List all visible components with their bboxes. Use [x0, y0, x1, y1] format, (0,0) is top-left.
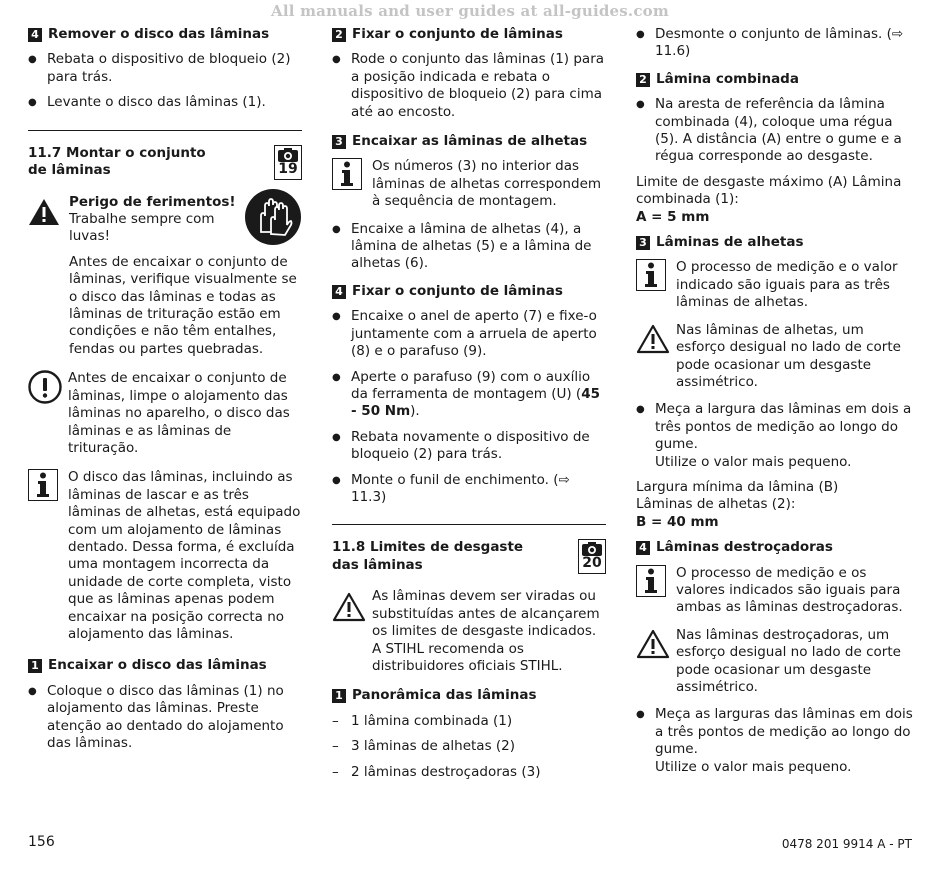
- exclamation-circle-icon: [28, 370, 62, 404]
- step-title: Fixar o conjunto de lâminas: [352, 282, 563, 299]
- danger-paragraph: Antes de encaixar o conjunto de lâminas, verifique visualmente se o disco das lâminas e todas as lâminas de trituração estão em condições e não têm entalhes, fendas ou partes quebradas.: [69, 253, 297, 357]
- step-title: Fixar o conjunto de lâminas: [352, 26, 563, 42]
- list-item: ● Desmonte o conjunto de lâminas. (⇨ 11.6): [636, 26, 916, 61]
- limit-value: A = 5 mm: [636, 208, 710, 225]
- list-item: [636, 401, 916, 471]
- step-heading: [332, 26, 606, 43]
- section-header: [28, 145, 302, 180]
- bullet-list: [332, 51, 606, 121]
- list-item: [332, 369, 606, 421]
- warning-text: As lâminas devem ser viradas ou substituídas antes de alcançarem os limites de desgaste indicados. A STIHL recomenda os distribuidores oficiais STIHL.: [372, 588, 600, 674]
- info-icon: [28, 469, 58, 501]
- warning-note: [636, 627, 916, 697]
- warning-text: Nas lâminas destroçadoras, um esforço desigual no lado de corte pode ocasionar um desgaste assimétrico.: [676, 626, 901, 695]
- list-item: ● Encaixe o anel de aperto (7) e fixe-o juntamente com a arruela de aperto (8) e o parafuso (9).: [332, 308, 606, 360]
- min-width-value: B = 40 mm: [636, 513, 719, 530]
- list-item: – 1 lâmina combinada (1): [332, 713, 606, 730]
- list-item-text: Aperte o parafuso (9) com o auxílio da ferramenta de montagem (U) (: [351, 368, 591, 402]
- column-1: [28, 26, 302, 760]
- warning-triangle-icon: [332, 592, 366, 622]
- list-item: ● Coloque o disco das lâminas (1) no alojamento das lâminas. Preste atenção ao dentado do alojamento das lâminas.: [28, 683, 302, 753]
- step-number: 3: [636, 236, 650, 250]
- document-code: 0478 201 9914 A - PT: [781, 837, 912, 851]
- info-icon: [636, 565, 666, 597]
- step-number: 1: [28, 659, 42, 673]
- info-note: [636, 259, 916, 311]
- wear-gloves-icon: [244, 188, 302, 246]
- step-number: 4: [636, 541, 650, 555]
- watermark: All manuals and user guides at all-guides.com: [271, 2, 669, 20]
- step-number: 4: [332, 285, 346, 299]
- section-title: 11.8 Limites de desgaste das lâminas: [332, 539, 524, 573]
- info-text: Os números (3) no interior das lâminas de alhetas correspondem à sequência de montagem.: [372, 158, 602, 210]
- step-title: Encaixar o disco das lâminas: [48, 657, 267, 674]
- step-heading: [28, 657, 302, 674]
- figure-number: 20: [582, 555, 602, 572]
- info-icon: [636, 259, 666, 291]
- caution-text: Antes de encaixar o conjunto de lâminas, limpe o alojamento das lâminas no aparelho, o disco das lâminas e as lâminas de trituração.: [68, 370, 290, 456]
- min-width-text: Largura mínima da lâmina (B): [636, 478, 839, 495]
- bullet-list: [636, 401, 916, 471]
- page-number: 156: [28, 834, 55, 850]
- step-number: 4: [28, 28, 42, 42]
- figure-ref-box: [274, 145, 302, 180]
- step-heading: [636, 539, 916, 556]
- step-heading: [332, 133, 606, 150]
- dash-list: [332, 713, 606, 781]
- info-text: O processo de medição e os valores indicados são iguais para ambas as lâminas destroçadoras.: [676, 564, 903, 616]
- warning-triangle-icon: [636, 324, 670, 354]
- warning-note: [636, 322, 916, 392]
- bullet-list: [28, 683, 302, 753]
- step-title: Remover o disco das lâminas: [48, 26, 270, 42]
- danger-text: Trabalhe sempre com luvas!: [69, 211, 215, 245]
- list-item-text: ).: [410, 403, 420, 420]
- info-note: [332, 158, 606, 210]
- list-item: ● Rebata o dispositivo de bloqueio (2) para trás.: [28, 51, 302, 86]
- info-text: O disco das lâminas, incluindo as lâminas de lascar e as três lâminas de alhetas, está equipado com um alojamento de lâminas dentado. Dessa forma, é excluída uma montagem incorrecta da unidade de corte completa, visto que as lâminas apenas podem encaixar na posição correcta no alojamento das lâminas.: [68, 469, 301, 642]
- section-divider: [332, 524, 606, 525]
- danger-title: Perigo de ferimentos!: [69, 193, 236, 210]
- caution-note: [28, 370, 302, 457]
- min-width-text: Lâminas de alhetas (2):: [636, 496, 796, 513]
- column-2: [332, 26, 606, 789]
- section-title: 11.7 Montar o conjunto de lâminas: [28, 144, 206, 179]
- step-heading: [332, 687, 606, 704]
- bullet-list: [332, 308, 606, 506]
- bullet-list: [636, 706, 916, 776]
- danger-note: [28, 194, 302, 246]
- step-title: Panorâmica das lâminas: [352, 687, 537, 704]
- step-number: 2: [332, 28, 346, 42]
- step-heading: [636, 234, 916, 251]
- column-3: [636, 26, 916, 784]
- warning-text: Nas lâminas de alhetas, um esforço desigual no lado de corte pode ocasionar um desgaste assimétrico.: [676, 321, 901, 390]
- step-heading: [636, 71, 916, 88]
- list-item-text: Meça a largura das lâminas em dois a três pontos de medição ao longo do gume.: [655, 401, 912, 453]
- section-divider: [28, 130, 302, 131]
- list-item: ● Na aresta de referência da lâmina combinada (4), coloque uma régua (5). A distância (A) entre o gume e a régua corresponde ao desgaste.: [636, 96, 916, 166]
- camera-icon: [582, 542, 602, 556]
- step-title: Lâmina combinada: [656, 70, 799, 87]
- step-title: Lâminas destroçadoras: [656, 539, 833, 556]
- torque-value: 45 - 50 Nm: [351, 385, 600, 420]
- list-item: ● Monte o funil de enchimento. (⇨ 11.3): [332, 472, 606, 507]
- info-note: [28, 469, 302, 643]
- step-number: 3: [332, 135, 346, 149]
- bullet-list: [332, 221, 606, 273]
- camera-icon: [278, 148, 298, 162]
- figure-ref-box: [578, 539, 606, 574]
- warning-note: [332, 588, 606, 675]
- warning-triangle-icon: [28, 198, 60, 226]
- list-item-subtext: Utilize o valor mais pequeno.: [655, 758, 852, 775]
- list-item: ● Encaixe a lâmina de alhetas (4), a lâmina de alhetas (5) e a lâmina de alhetas (6).: [332, 221, 606, 273]
- list-item: – 3 lâminas de alhetas (2): [332, 738, 606, 755]
- info-text: O processo de medição e o valor indicado são iguais para as três lâminas de alhetas.: [676, 259, 898, 311]
- step-title: Lâminas de alhetas: [656, 234, 804, 251]
- bullet-list: [636, 96, 916, 166]
- list-item: – 2 lâminas destroçadoras (3): [332, 764, 606, 781]
- bullet-list: [636, 26, 916, 61]
- section-header: [332, 539, 606, 574]
- list-item: [636, 706, 916, 776]
- step-heading: [28, 26, 302, 43]
- list-item: ● Levante o disco das lâminas (1).: [28, 94, 302, 111]
- step-title: Encaixar as lâminas de alhetas: [352, 133, 588, 150]
- info-note: [636, 565, 916, 617]
- info-icon: [332, 158, 362, 190]
- warning-triangle-icon: [636, 629, 670, 659]
- list-item: ● Rebata novamente o dispositivo de bloqueio (2) para trás.: [332, 429, 606, 464]
- step-heading: [332, 283, 606, 300]
- limit-text: Limite de desgaste máximo (A) Lâmina combinada (1):: [636, 173, 902, 208]
- figure-number: 19: [278, 160, 298, 177]
- bullet-list: [28, 51, 302, 111]
- step-number: 1: [332, 689, 346, 703]
- step-number: 2: [636, 73, 650, 87]
- list-item: ● Rode o conjunto das lâminas (1) para a posição indicada e rebata o dispositivo de bloqueio (2) para cima até ao encosto.: [332, 51, 606, 121]
- list-item-text: Meça as larguras das lâminas em dois a três pontos de medição ao longo do gume.: [655, 706, 913, 758]
- list-item-subtext: Utilize o valor mais pequeno.: [655, 453, 852, 470]
